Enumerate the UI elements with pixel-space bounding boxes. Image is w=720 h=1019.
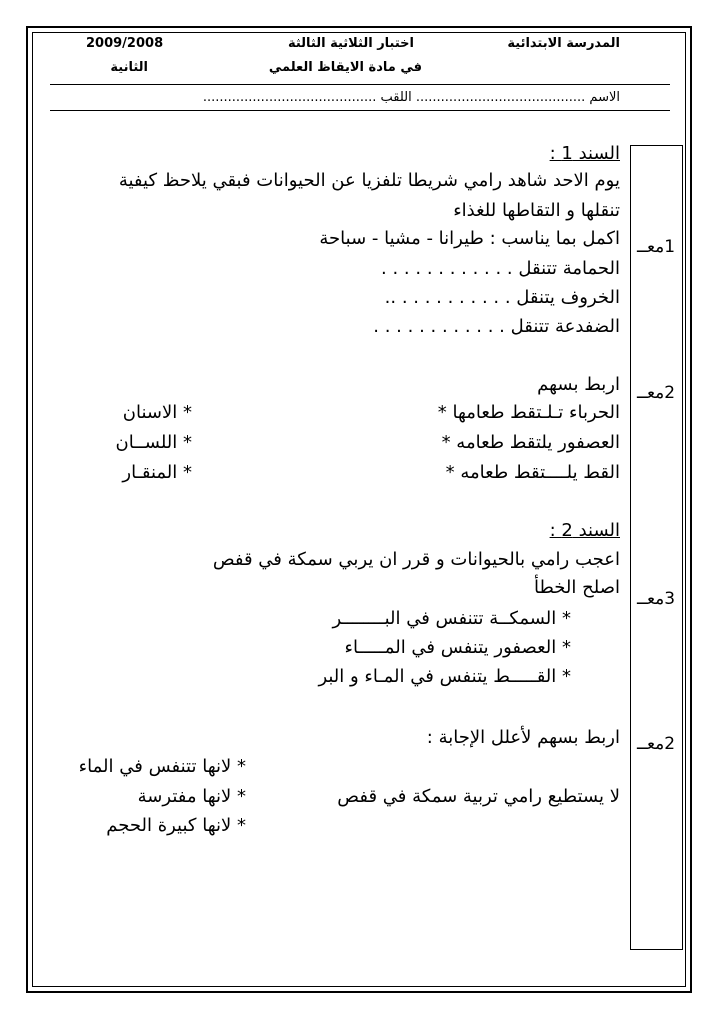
grade-level: الثانية [110, 60, 148, 75]
name-divider [50, 110, 670, 111]
correction-item-3: * القـــــط يتنفس في المـاء و البر [318, 666, 571, 687]
name-field-line: الاسم ......................................... اللقب .......................................... [202, 90, 620, 105]
mark-4: 2معــ [637, 734, 676, 754]
section1-title: السند 1 : [549, 143, 620, 164]
section1-text-line2: تنقلها و التقاطها للغذاء [453, 200, 620, 221]
section1-text-line1: يوم الاحد شاهد رامي شريطا تلفزيا عن الحيوانات فبقي يلاحظ كيفية [118, 170, 620, 191]
matching2-instruction: اربط بسهم لأعلل الإجابة : [426, 727, 620, 748]
matching1-right-1: * الاسنان [122, 402, 192, 423]
grading-column [630, 145, 683, 950]
reason-1: * لانها تتنفس في الماء [78, 756, 246, 777]
matching1-instruction: اربط بسهم [537, 374, 620, 395]
school-name: المدرسة الابتدائية [507, 36, 620, 51]
matching1-left-3: القط يلــــتقط طعامه * [445, 462, 620, 483]
mark-1: 1معــ [637, 237, 676, 257]
section2-instruction: اصلح الخطأ [534, 577, 620, 598]
fill-item-3: الضفدعة تتنقل . . . . . . . . . . . . [373, 316, 620, 337]
subject-title: في مادة الايقاظ العلمي [268, 60, 422, 75]
section1-instruction: اكمل بما يناسب : طيرانا - مشيا - سباحة [319, 228, 620, 249]
fill-item-2: الخروف يتنقل . . . . . . . . . . .. [384, 287, 620, 308]
matching1-right-2: * اللســان [115, 432, 192, 453]
fill-item-1: الحمامة تتنقل . . . . . . . . . . . . [381, 258, 620, 279]
mark-2: 2معــ [637, 383, 676, 403]
school-year: 2009/2008 [86, 36, 164, 51]
reason-2: * لانها مفترسة [137, 786, 246, 807]
exam-title: اختبار الثلاثية الثالثة [287, 36, 414, 51]
section2-text: اعجب رامي بالحيوانات و قرر ان يربي سمكة في قفص [212, 549, 620, 570]
mark-3: 3معــ [637, 589, 676, 609]
correction-item-1: * السمكــة تتنفس في البــــــــر [332, 608, 571, 629]
matching1-left-1: الحرباء تـلـتقط طعامها * [437, 402, 620, 423]
header-divider [50, 84, 670, 85]
matching1-right-3: * المنقـار [122, 462, 192, 483]
matching1-left-2: العصفور يلتقط طعامه * [441, 432, 620, 453]
correction-item-2: * العصفور يتنفس في المـــــاء [344, 637, 571, 658]
matching2-statement: لا يستطيع رامي تربية سمكة في قفص [337, 786, 620, 807]
reason-3: * لانها كبيرة الحجم [106, 815, 246, 836]
section2-title: السند 2 : [549, 520, 620, 541]
